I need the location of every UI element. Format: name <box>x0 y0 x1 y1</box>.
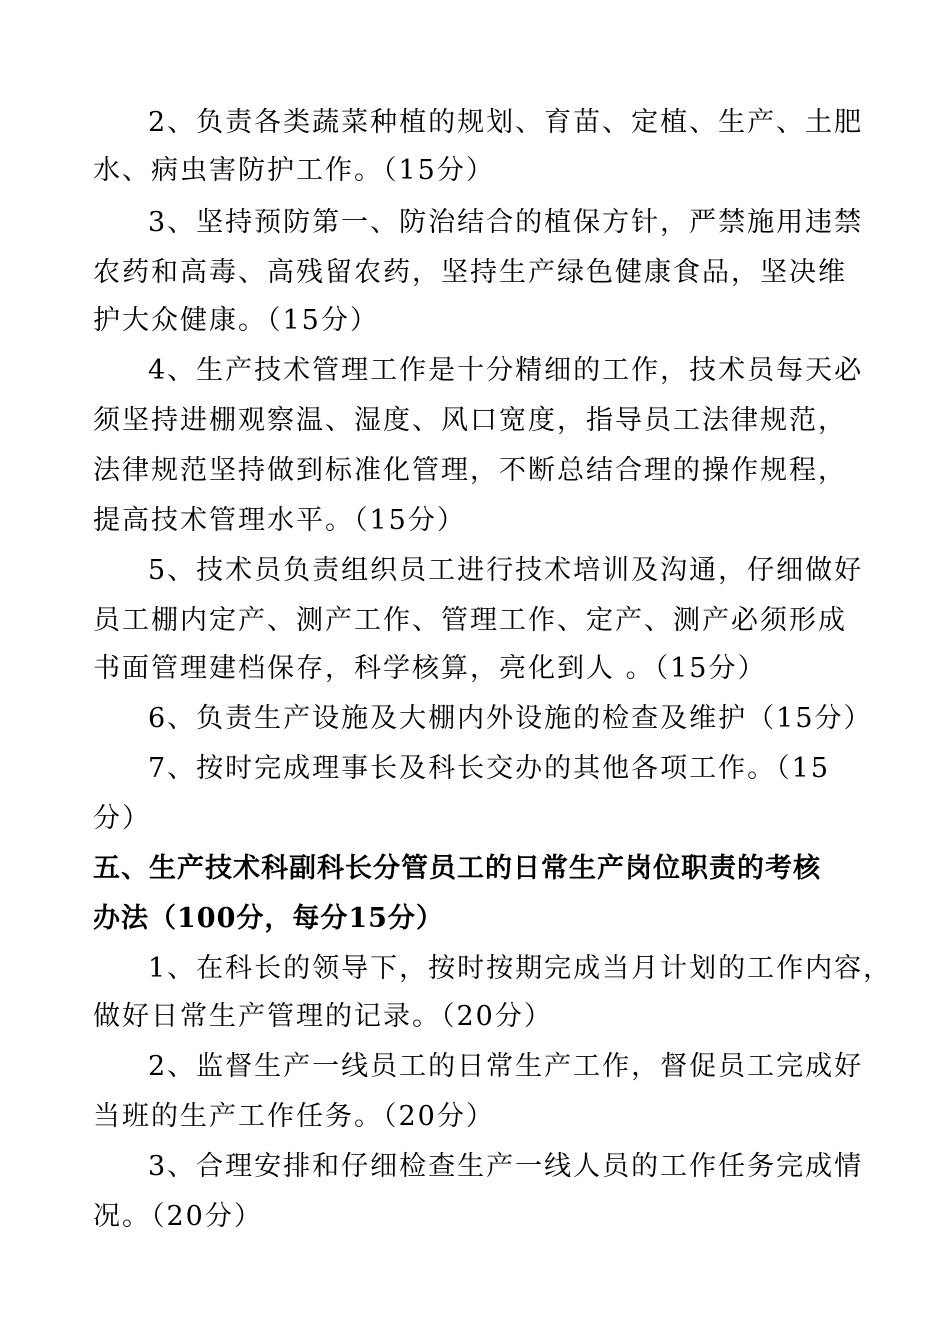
text-line: 农药和高毒、高残留农药，坚持生产绿色健康食品，坚决维 <box>93 257 847 288</box>
text-line: 员工棚内定产、测产工作、管理工作、定产、测产必须形成 <box>93 605 847 636</box>
text-line: 当班的生产工作任务。（20分） <box>93 1101 495 1132</box>
section-heading: 办法（100分，每分15分） <box>93 903 444 934</box>
text-line: 4、生产技术管理工作是十分精细的工作，技术员每天必 <box>148 355 864 386</box>
text-line: 况。（20分） <box>93 1201 263 1232</box>
text-line: 做好日常生产管理的记录。（20分） <box>93 1001 553 1032</box>
text-line: 护大众健康。（15分） <box>93 305 379 336</box>
text-line: 7、按时完成理事长及科长交办的其他各项工作。（15 <box>148 753 831 784</box>
text-line: 法律规范坚持做到标准化管理，不断总结合理的操作规程， <box>93 455 847 486</box>
text-line: 须坚持进棚观察温、湿度、风口宽度，指导员工法律规范， <box>93 405 847 436</box>
text-line: 水、病虫害防护工作。（15分） <box>93 155 495 186</box>
text-line: 2、监督生产一线员工的日常生产工作，督促员工完成好 <box>148 1051 864 1082</box>
section-heading: 五、生产技术科副科长分管员工的日常生产岗位职责的考核 <box>93 853 821 884</box>
text-line: 书面管理建档保存，科学核算，亮化到人 。（15分） <box>93 653 767 684</box>
text-line: 1、在科长的领导下，按时按期完成当月计划的工作内容， <box>148 953 893 984</box>
text-line: 分） <box>93 803 151 834</box>
text-line: 3、坚持预防第一、防治结合的植保方针，严禁施用违禁 <box>148 207 864 238</box>
text-line: 5、技术员负责组织员工进行技术培训及沟通，仔细做好 <box>148 555 864 586</box>
text-line: 2、负责各类蔬菜种植的规划、育苗、定植、生产、土肥 <box>148 107 864 138</box>
text-line: 6、负责生产设施及大棚内外设施的检查及维护（15分） <box>148 703 873 734</box>
text-line: 3、合理安排和仔细检查生产一线人员的工作任务完成情 <box>148 1151 864 1182</box>
text-line: 提高技术管理水平。（15分） <box>93 505 466 536</box>
